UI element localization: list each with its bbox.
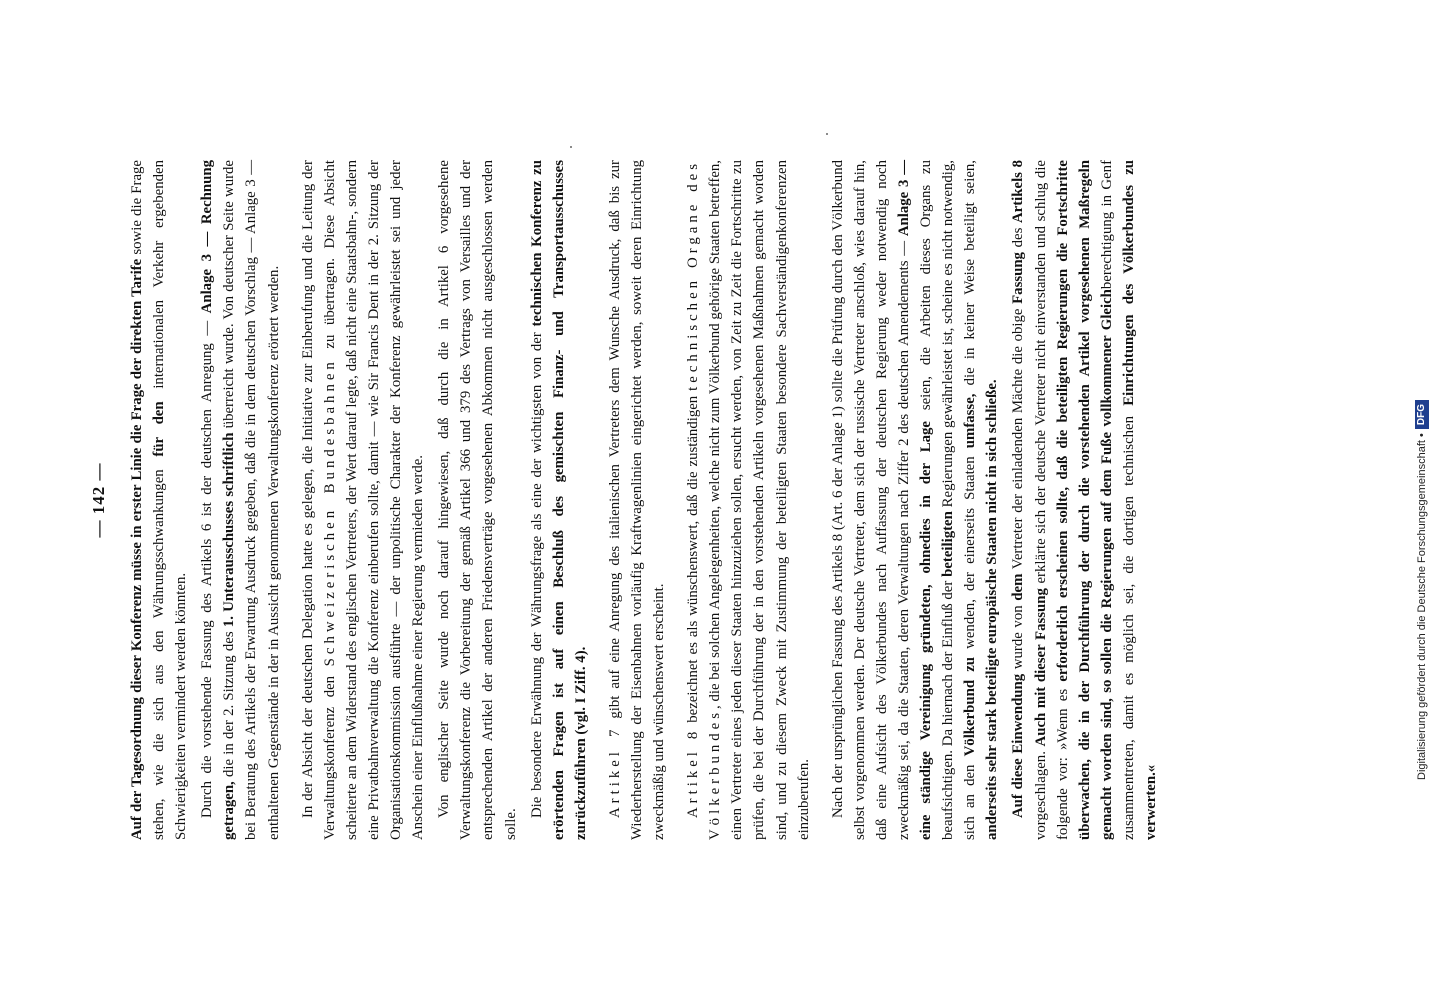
text-segment: Die besondere Erwähnung der Währungsfrage als eine der wichtigsten von der [528, 326, 545, 818]
text-segment: Regierungen gewährleistet ist, scheine es nicht notwendig, sich an den [940, 160, 979, 840]
scan-speck [826, 133, 828, 135]
text-segment: Auf der Tagesordnung dieser Konferenz müsse in erster Linie die Frage der direkten Tarife [129, 258, 145, 840]
paragraph-p3 [297, 160, 430, 840]
text-segment: anderseits sehr stark beteiligte europäische Staaten nicht in sich schließe. [984, 379, 1001, 840]
text-segment: gibt auf eine Anregung des italienischen Vertreters dem Wunsche Ausdruck, daß bis zur Wiederherstellung der Eisenbahnen vorläufig Kraftwagenlinien eingerichtet werden, soweit deren Einrichtung zweckmäßig und wünschenswert erscheint. [606, 160, 668, 840]
page-number: — 142 — [89, 462, 108, 538]
paragraph-p5 [526, 160, 592, 840]
text-segment: technischen Organe des Völkerbundes [685, 160, 724, 840]
text-segment: vorgeschlagen. [1032, 746, 1049, 840]
text-segment: wurde von [1010, 600, 1027, 674]
text-segment: Artikel 8 [685, 727, 702, 818]
dfg-logo-badge: DFG [1415, 400, 1429, 429]
text-segment: Von englischer Seite wurde noch darauf hingewiesen, daß durch die in Artikel 6 vorgesehene Verwaltungskonferenz die Vorbereitung der gemäß Artikel 366 und 379 des Vertrags von Versailles und der entsprechenden Artikel der anderen Friedensverträge vorgesehenen Abkommen nicht ausgeschlossen werden solle. [436, 160, 519, 840]
text-segment: bezeichnet es als wünschenswert, daß die zuständigen [685, 390, 702, 728]
paragraph-p8 [827, 160, 1004, 840]
body-text [126, 160, 1162, 840]
text-segment: seien, die Arbeiten dieses Organs zu beaufsichtigen. Da hiernach der Einfluß der [918, 160, 957, 840]
text-segment: Artikel 7 [606, 725, 623, 818]
text-segment: wenden, der einerseits Staaten [962, 448, 979, 657]
text-segment: Anlage 3 — Rechnung getragen, [199, 160, 238, 840]
text-segment: Einrichtungen des Völkerbundes zu verwerten.« [1120, 160, 1160, 840]
paragraph-p7 [682, 160, 815, 840]
text-segment: internationalen Verkehr ergebenden Schwierigkeiten vermindert werden könnten. [151, 160, 190, 840]
text-segment: Fassung [1010, 252, 1027, 304]
text-segment: Auch mit dieser Fassung [1032, 588, 1049, 747]
text-segment: Nach der ursprünglichen Fassung des Artikels 8 (Art. 6 der Anlage 1) sollte die Prüfung durch den Völkerbund selbst vorgenommen werden. Der deutsche Vertreter, dem sich der russische Vertreter anschloß, wies darauf hin, daß eine Aufsicht des Völkerbundes nach Auffassung der deutschen Regierung weder notwendig noch zweckmäßig sei, da die Staaten, deren Verwaltungen nach Ziffer 2 des deutschen Amendements — [829, 160, 912, 840]
text-segment: beteiligten [940, 511, 957, 577]
text-segment: , die bei solchen Angelegenheiten, welche nicht zum Völkerbund gehörige Staaten betreffen, einen Vertreter eines jeden dieser Staaten hinzuziehen sollen, ersucht werden, von Zeit zu Zeit die Fortschritte zu prüfen, die bei der Durchführung der in den vorstehenden Artikeln vorgesehenen Maßnahmen gemacht worden sind, und zu diesem Zweck mit Zustimmung der beteiligten Staaten besondere Sachverständigenkonferenzen einzuberufen. [707, 160, 812, 840]
text-segment: dem [1010, 573, 1027, 601]
text-segment: des [1010, 223, 1027, 253]
rotated-page [84, 160, 1314, 840]
text-segment: In der Absicht der deutschen Delegation hatte es gelegen, die Initiative zur Einberufung und die Leitung der Verwaltungskonferenz den [299, 160, 338, 840]
text-segment: überreicht wurde. Von deutscher Seite wurde bei Beratung des Artikels der Erwartung Ausdruck gegeben, daß die in dem deutschen Vorschlag — Anlage 3 — enthaltenen Gegenstände in der in Aussicht genommenen Verwaltungskonferenz erörtert werden. [221, 160, 282, 840]
text-segment: 1. Unterausschusses schriftlich [221, 432, 238, 628]
credit-text: Digitalisierung gefördert durch die Deutsche Forschungsgemeinschaft • [1416, 433, 1428, 780]
text-segment: Anlage 3 — eine ständige Vereinigung gründeten, ohnedies in der Lage [896, 160, 935, 840]
text-segment: Auf diese Einwendung [1010, 673, 1027, 818]
paragraph-p6 [604, 160, 670, 840]
text-segment: die in der 2. Sitzung des [221, 627, 238, 782]
text-segment: für den [151, 401, 168, 457]
text-segment: zu übertragen. Diese Absicht scheiterte an dem Widerstand des englischen Vertreters, der Wert darauf legte, daß nicht eine Staatsbahn-, sondern eine Privatbahnverwaltung die Konferenz einberufen sollte, damit — wie Sir Francis Dent in der 2. Sitzung der Organisationskommission ausführte — der unpolitische Charakter der Konferenz gewährleistet sei und jeder Anschein einer Einflußnahme einer Regierung vermieden werde. [321, 160, 427, 840]
text-segment: Schweizerischen Bundesbahnen [321, 358, 338, 667]
digitization-credit [1411, 0, 1433, 780]
text-segment: sowie die Frage stehen, wie die sich aus den Währungsschwankungen [129, 160, 168, 840]
text-segment: Durch die vorstehende Fassung des Artikels 6 ist der deutschen Anregung — [199, 313, 216, 818]
text-segment: berechtigung in Genf zusammentreten, damit es möglich sei, die dortigen technischen [1098, 160, 1137, 840]
text-segment: Vertreter der einladenden Mächte die obige [1010, 303, 1027, 574]
text-segment: die in keiner Weise beteiligt seien, [962, 160, 979, 394]
text-segment: technischen Konferenz zu erörtenden Fragen ist auf einen Beschluß des gemischten Finanz- und Transportausschusses zurückzuführen (vgl. I Ziff. 4). [528, 160, 589, 840]
text-segment: umfasse, [962, 393, 979, 449]
paragraph-p9 [1007, 160, 1162, 840]
text-segment: erklärte sich der deutsche Vertreter nicht einverstanden und schlug die folgende vor: »Wenn es [1032, 160, 1071, 840]
paragraph-p2 [196, 160, 284, 840]
text-segment: erforderlich erscheinen sollte, daß die beteiligten Regierungen die Fortschritte überwachen, die in der Durchführung der durch die vorstehenden Artikel vorgesehenen Maßregeln gemacht worden sind, so sollen die Regierungen auf dem Fuße vollkommener Gleich [1054, 160, 1115, 840]
text-segment: Völkerbund zu [962, 656, 979, 757]
text-segment: Artikels 8 [1010, 160, 1027, 224]
paragraph-p1 [126, 160, 192, 840]
scan-speck [570, 146, 572, 148]
paragraph-p4 [433, 160, 521, 840]
